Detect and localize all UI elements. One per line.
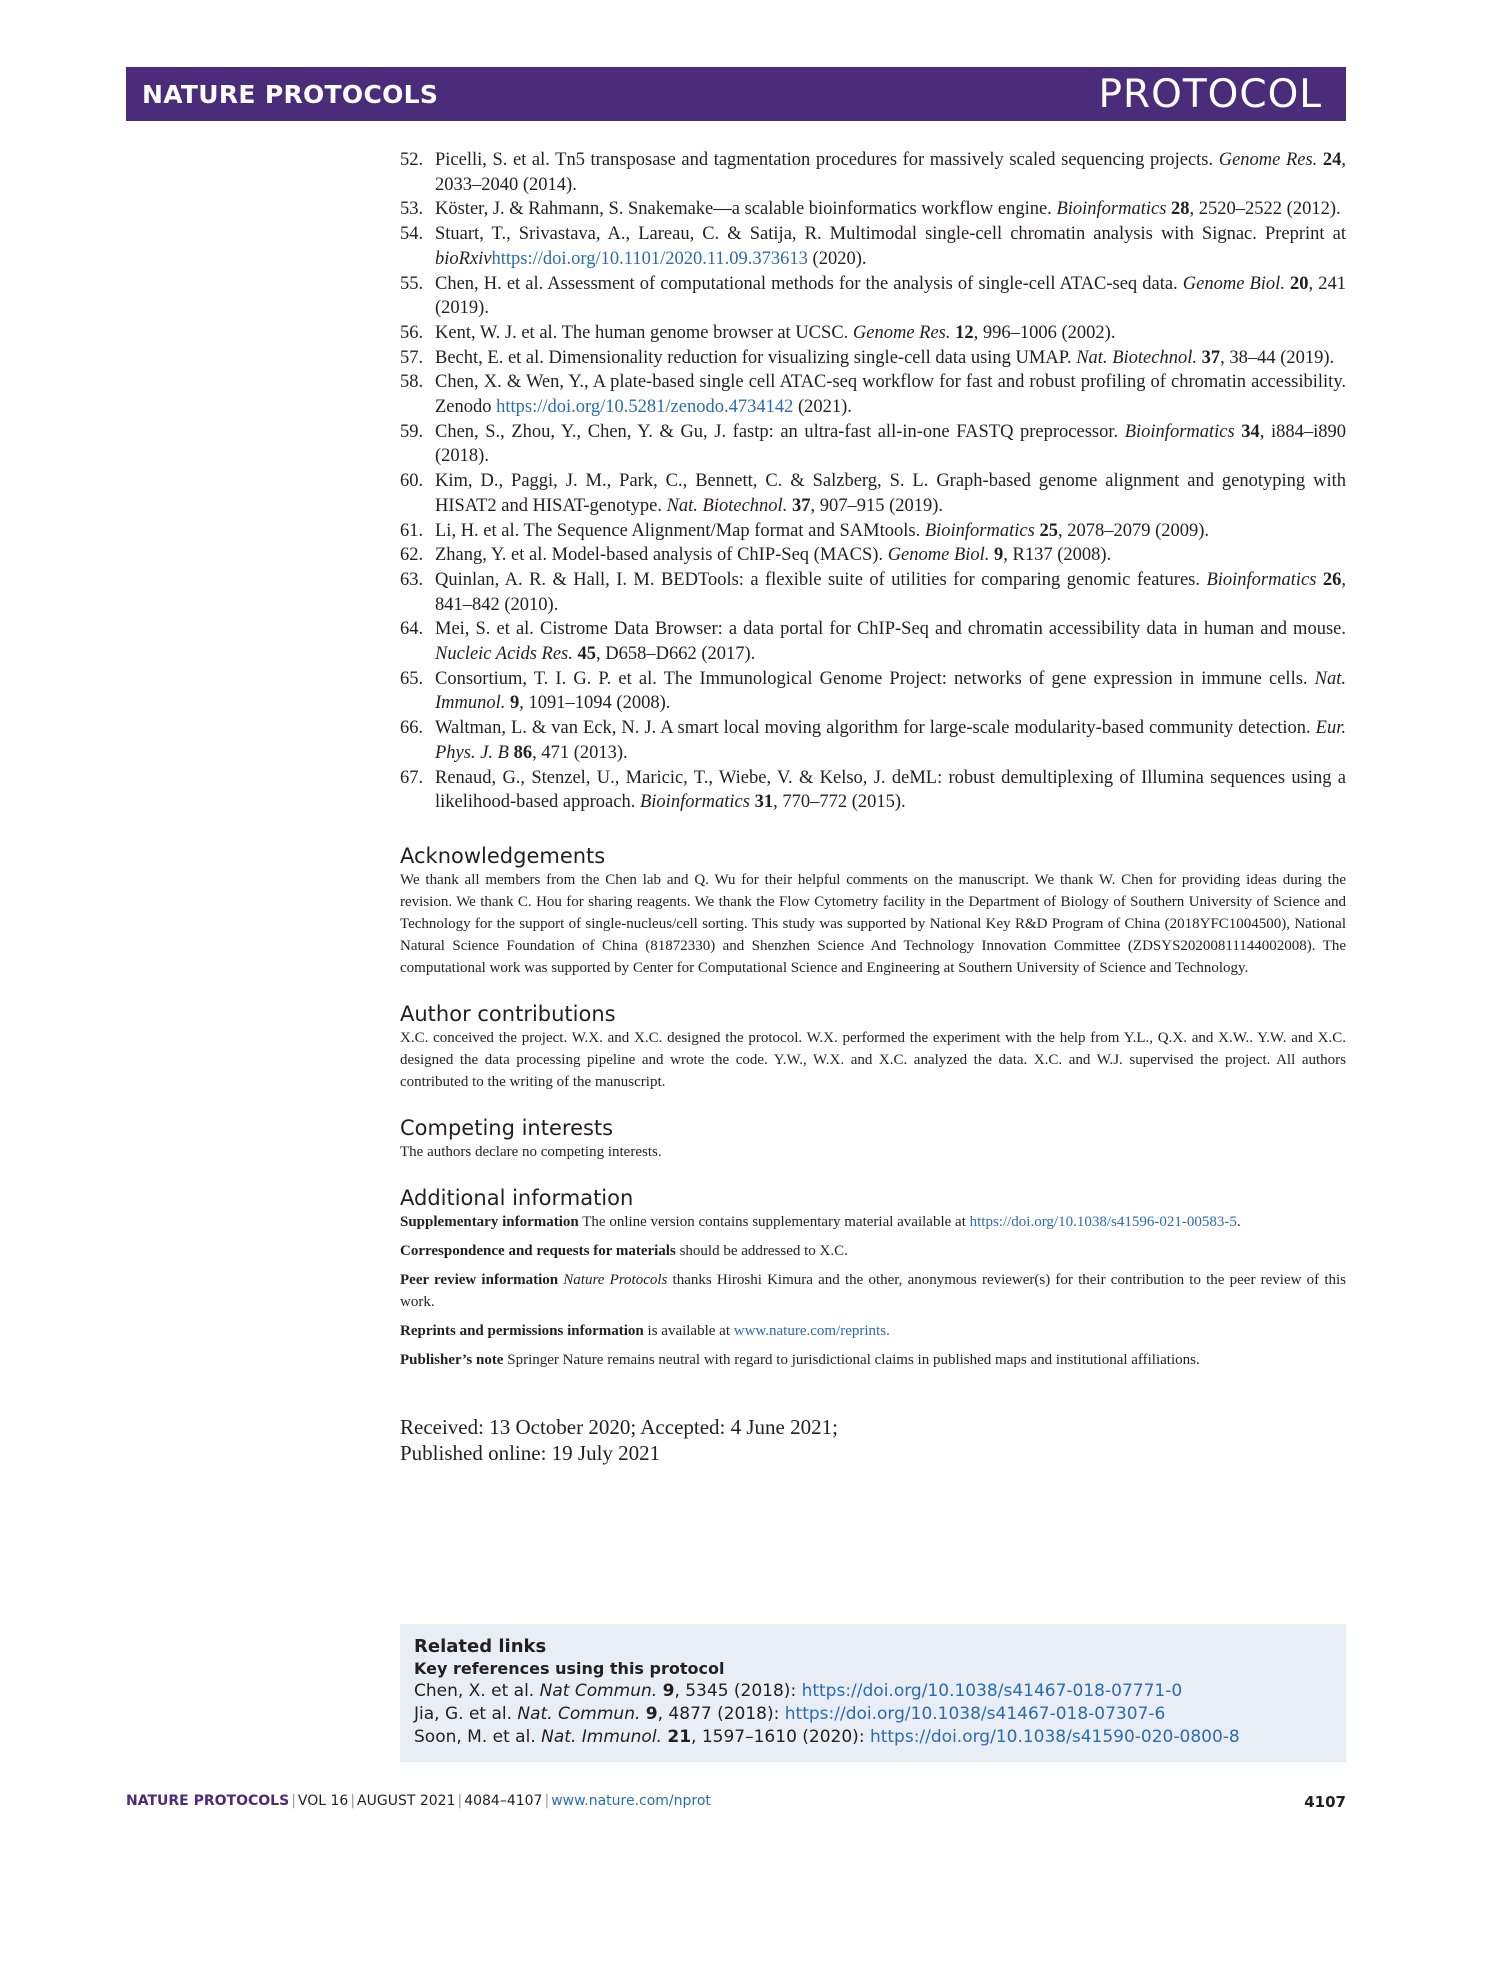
journal-title: Nat. Immunol. <box>541 1727 662 1747</box>
volume: 20 <box>1290 273 1309 294</box>
volume: 25 <box>1039 520 1058 541</box>
related-link-item: Jia, G. et al. Nat. Commun. 9, 4877 (2018): https://doi.org/10.1038/s41467-018-07307-6 <box>414 1704 1166 1724</box>
reference-item: 55. Chen, H. et al. Assessment of computational methods for the analysis of single-cell ATAC-seq data. Genome Biol. 20, 241 (2019). <box>400 273 1347 319</box>
acknowledgements-text: We thank all members from the Chen lab and Q. Wu for their helpful comments on the manuscript. We thank W. Chen for providing ideas during the revision. We thank C. Hou for sharing reagents. We thank the Flow Cytometry facility in the Department of Biology of Southern University of Science and Technology for the support of single-nucleus/cell sorting. This study was supported by National Key R&D Program of China (2018YFC1004500), National Natural Science Foundation of China (81872330) and Shenzhen Science And Technology Innovation Committee (ZDSYS20200811144002008). The computational work was supported by Center for Computational Science and Engineering at Southern University of Science and Technology. <box>400 871 1346 976</box>
footer-journal: NATURE PROTOCOLS <box>126 1793 290 1809</box>
reference-number: 55. <box>400 273 424 294</box>
volume: 9 <box>994 545 1004 566</box>
journal-title: Bioinformatics <box>1124 421 1235 442</box>
reference-item: 58. Chen, X. & Wen, Y., A plate-based single cell ATAC-seq workflow for fast and robust profiling of chromatin accessibility. Zenodo https://doi.org/10.5281/zenodo.4734142 (2021). <box>400 372 1346 418</box>
reference-item: 67. Renaud, G., Stenzel, U., Maricic, T., Wiebe, V. & Kelso, J. deML: robust demultiplexing of Illumina sequences using a likelihood-based approach. Bioinformatics 31, 770–772 (2015). <box>400 767 1346 813</box>
reference-number: 63. <box>400 569 424 590</box>
reference-number: 53. <box>400 199 424 220</box>
additional-information-heading: Additional information <box>400 1185 634 1210</box>
related-links-box <box>400 1624 1346 1762</box>
journal-title: Genome Biol. <box>887 545 990 566</box>
doi-link[interactable]: https://doi.org/10.1038/s41467-018-07771-0 <box>801 1681 1183 1701</box>
volume: 24 <box>1322 150 1342 170</box>
volume: 45 <box>577 644 596 665</box>
related-links-subtitle: Key references using this protocol <box>414 1659 725 1678</box>
reference-item: 62. Zhang, Y. et al. Model-based analysis of ChIP-Seq (MACS). Genome Biol. 9, R137 (2008). <box>400 543 1346 568</box>
footer-url-link[interactable]: www.nature.com/nprot <box>551 1793 711 1809</box>
reference-number: 59. <box>400 421 424 442</box>
supplementary-link[interactable]: https://doi.org/10.1038/s41596-021-00583-5 <box>969 1213 1237 1230</box>
footer-volume: VOL 16 <box>297 1793 349 1809</box>
journal-title: Nat. Immunol. <box>435 668 1346 714</box>
doi-link[interactable]: https://doi.org/10.1038/s41467-018-07307-6 <box>784 1704 1166 1724</box>
reference-item: 66. Waltman, L. & van Eck, N. J. A smart local moving algorithm for large-scale modularity-based community detection. Eur. Phys. J. B 86, 471 (2013). <box>400 718 1346 763</box>
author-contributions-text: X.C. conceived the project. W.X. and X.C. designed the protocol. W.X. performed the experiment with the help from Y.L., Q.X. and X.W.. Y.W. and X.C. designed the data processing pipeline and wrote the code. Y.W., W.X. and X.C. analyzed the data. X.C. and W.J. supervised the project. All authors contributed to the writing of the manuscript. <box>400 1029 1346 1090</box>
received-accepted-date: Received: 13 October 2020; Accepted: 4 June 2021; <box>400 1414 838 1439</box>
volume: 9 <box>662 1681 675 1701</box>
journal-title: Genome Biol. <box>1182 273 1285 294</box>
related-link-item: Soon, M. et al. Nat. Immunol. 21, 1597–1610 (2020): https://doi.org/10.1038/s41590-020-0800-8 <box>414 1727 1240 1747</box>
competing-interests-heading: Competing interests <box>400 1115 614 1140</box>
reference-number: 65. <box>400 668 424 689</box>
page-footer <box>126 1793 1346 1811</box>
journal-title: Bioinformatics <box>639 792 750 813</box>
published-date: Published online: 19 July 2021 <box>400 1440 661 1465</box>
volume: 26 <box>1322 569 1342 590</box>
reference-item: 65. Consortium, T. I. G. P. et al. The Immunological Genome Project: networks of gene expression in immune cells. Nat. Immunol. 9, 1091–1094 (2008). <box>400 668 1346 714</box>
footer-pages: 4084–4107 <box>464 1793 543 1809</box>
doi-link[interactable]: https://doi.org/10.5281/zenodo.4734142 <box>496 397 794 418</box>
reference-item: 61. Li, H. et al. The Sequence Alignment/Map format and SAMtools. Bioinformatics 25, 2078–2079 (2009). <box>400 519 1346 544</box>
competing-interests-text: The authors declare no competing interests. <box>400 1143 662 1160</box>
reference-number: 60. <box>400 471 424 492</box>
reference-number: 66. <box>400 718 424 739</box>
footer-citation: NATURE PROTOCOLS | VOL 16 | AUGUST 2021 | 4084–4107 | www.nature.com/nprot <box>126 1793 711 1809</box>
volume: 9 <box>645 1704 658 1724</box>
reference-item: 60. Kim, D., Paggi, J. M., Park, C., Bennett, C. & Salzberg, S. L. Graph-based genome alignment and genotyping with HISAT2 and HISAT-genotype. Nat. Biotechnol. 37, 907–915 (2019). <box>400 471 1346 516</box>
author-contributions-heading: Author contributions <box>400 1001 616 1026</box>
main-content <box>400 148 1346 1466</box>
volume: 34 <box>1241 421 1260 442</box>
reference-item: 63. Quinlan, A. R. & Hall, I. M. BEDTools: a flexible suite of utilities for comparing genomic features. Bioinformatics 26, 841–842 (2010). <box>400 569 1347 615</box>
journal-title: Nucleic Acids Res. <box>435 644 573 665</box>
related-links-title: Related links <box>414 1636 547 1657</box>
journal-title: Genome Res. <box>852 322 951 343</box>
journal-title: Bioinformatics <box>924 520 1035 541</box>
article-type: PROTOCOL <box>1098 71 1322 117</box>
journal-title: Nat Commun. <box>539 1681 658 1701</box>
reference-number: 62. <box>400 545 424 566</box>
reference-item: 64. Mei, S. et al. Cistrome Data Browser: a data portal for ChIP-Seq and chromatin accessibility data in human and mouse. Nucleic Acids Res. 45, D658–D662 (2017). <box>400 619 1346 665</box>
journal-title: Bioinformatics <box>1206 569 1317 590</box>
volume: 31 <box>754 792 774 813</box>
volume: 9 <box>510 693 520 714</box>
reference-number: 67. <box>400 767 424 788</box>
correspondence-info: Correspondence and requests for materials should be addressed to X.C. <box>400 1242 848 1259</box>
volume: 86 <box>513 742 533 763</box>
peer-review-info: Peer review information Nature Protocols thanks Hiroshi Kimura and the other, anonymous reviewer(s) for their contribution to the peer review of this work. <box>400 1271 1346 1310</box>
journal-title: Nat. Biotechnol. <box>1076 347 1197 368</box>
journal-title: Eur. Phys. J. B <box>435 718 1346 763</box>
publication-dates <box>400 1414 1346 1466</box>
reference-item: 57. Becht, E. et al. Dimensionality reduction for visualizing single-cell data using UMAP. Nat. Biotechnol. 37, 38–44 (2019). <box>400 346 1346 371</box>
reference-item: 54. Stuart, T., Srivastava, A., Lareau, C. & Satija, R. Multimodal single-cell chromatin analysis with Signac. Preprint at bioRxivhttps://doi.org/10.1101/2020.11.09.373613 (2020). <box>400 224 1346 269</box>
additional-information <box>400 1211 1346 1371</box>
reference-number: 57. <box>400 347 424 368</box>
reference-list <box>400 148 1346 815</box>
reference-item: 56. Kent, W. J. et al. The human genome browser at UCSC. Genome Res. 12, 996–1006 (2002). <box>400 321 1346 346</box>
reference-number: 52. <box>400 150 424 170</box>
page-number: 4107 <box>1304 1793 1346 1811</box>
reference-item: 59. Chen, S., Zhou, Y., Chen, Y. & Gu, J. fastp: an ultra-fast all-in-one FASTQ preprocessor. Bioinformatics 34, i884–i890 (2018). <box>400 421 1347 467</box>
reference-number: 58. <box>400 372 424 393</box>
page-header <box>126 67 1346 121</box>
reprints-link[interactable]: www.nature.com/reprints. <box>733 1322 890 1339</box>
volume: 28 <box>1171 199 1190 220</box>
journal-name: NATURE PROTOCOLS <box>142 79 439 109</box>
footer-date: AUGUST 2021 <box>357 1793 456 1809</box>
journal-title: bioRxiv <box>435 248 492 269</box>
related-links-list <box>414 1680 1332 1749</box>
volume: 12 <box>955 322 974 343</box>
reference-number: 56. <box>400 322 424 343</box>
reference-number: 54. <box>400 224 424 245</box>
supplementary-info: Supplementary information The online version contains supplementary material available at https://doi.org/10.1038/s41596-021-00583-5. <box>400 1213 1241 1230</box>
journal-title: Nat. Commun. <box>517 1704 641 1724</box>
volume: 37 <box>1201 347 1221 368</box>
journal-title: Genome Res. <box>1218 150 1318 170</box>
reprints-info: Reprints and permissions information is available at www.nature.com/reprints. <box>400 1322 890 1339</box>
reference-item: 53. Köster, J. & Rahmann, S. Snakemake—a scalable bioinformatics workflow engine. Bioinformatics 28, 2520–2522 (2012). <box>400 197 1346 222</box>
doi-link[interactable]: https://doi.org/10.1038/s41590-020-0800-8 <box>869 1727 1240 1747</box>
journal-title: Bioinformatics <box>1056 199 1167 220</box>
volume: 21 <box>667 1727 692 1747</box>
doi-link[interactable]: https://doi.org/10.1101/2020.11.09.373613 <box>491 248 808 269</box>
reference-number: 64. <box>400 619 424 640</box>
reference-item: 52. Picelli, S. et al. Tn5 transposase and tagmentation procedures for massively scaled sequencing projects. Genome Res. 24, 2033–2040 (2014). <box>400 150 1347 195</box>
volume: 37 <box>791 495 811 516</box>
related-link-item: Chen, X. et al. Nat Commun. 9, 5345 (2018): https://doi.org/10.1038/s41467-018-07771-0 <box>414 1681 1183 1701</box>
publishers-note: Publisher’s note Springer Nature remains neutral with regard to jurisdictional claims in published maps and institutional affiliations. <box>400 1351 1200 1368</box>
journal-title: Nat. Biotechnol. <box>666 495 788 516</box>
acknowledgements-heading: Acknowledgements <box>400 843 606 868</box>
reference-number: 61. <box>400 520 424 541</box>
